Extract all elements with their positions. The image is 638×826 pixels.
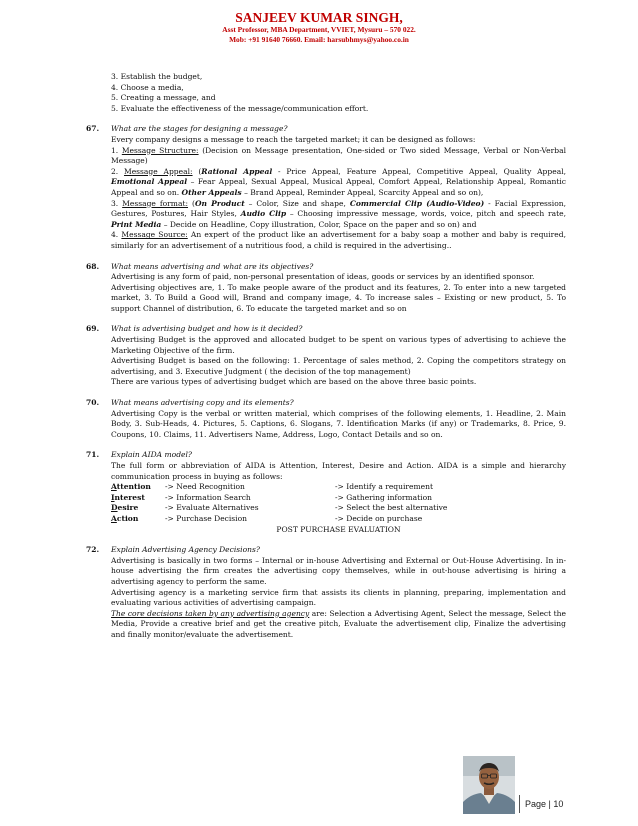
- author-name: SANJEEV KUMAR SINGH,: [235, 10, 403, 25]
- question-number: 72.: [86, 545, 100, 555]
- aida-step: -> Purchase Decision: [165, 513, 247, 523]
- answer-paragraph: Advertising Budget is based on the following: 1. Percentage of sales method, 2. Coping the competitors strategy on advertising, and 3. Executive Judgment ( the decision of the top management): [111, 356, 566, 376]
- page-header: [0, 10, 638, 45]
- question-67: [86, 124, 566, 251]
- aida-step: -> Need Recognition: [165, 482, 245, 492]
- aida-action: -> Decide on purchase: [335, 513, 423, 523]
- step-item: 5. Creating a message, and: [111, 93, 216, 103]
- question-number: 69.: [86, 324, 100, 334]
- question-number: 71.: [86, 450, 100, 460]
- step-item: 5. Evaluate the effectiveness of the message/communication effort.: [111, 103, 369, 113]
- question-text: What are the stages for designing a message?: [111, 124, 288, 134]
- answer: [86, 556, 566, 641]
- table-row: [111, 493, 447, 504]
- table-row: [111, 503, 447, 514]
- question-text: Explain Advertising Agency Decisions?: [111, 545, 260, 555]
- aida-stage: Action: [111, 513, 139, 523]
- author-affiliation: Asst Professor, MBA Department, VVIET, Mysuru – 570 022.: [222, 25, 416, 34]
- step-list: [111, 72, 566, 114]
- question-text: Explain AIDA model?: [111, 450, 192, 460]
- answer-item: 3. Message format: (On Product – Color, Size and shape, Commercial Clip (Audio-Video) - Facial Expression, Gestures, Postures, Hair Styles, Audio Clip – Choosing impressive message, words, voice, pitch and speech rate, Print Media – Decide on Headline, Copy illustration, Color, Space on the paper and so on) and: [111, 198, 566, 229]
- author-photo: [463, 756, 515, 814]
- question-number: 67.: [86, 124, 100, 134]
- item-label: Message Source:: [121, 230, 188, 240]
- question-number: 68.: [86, 261, 100, 271]
- question-text: What means advertising and what are its objectives?: [111, 261, 314, 271]
- aida-step: -> Evaluate Alternatives: [165, 503, 259, 513]
- aida-stage: Attention: [111, 482, 151, 492]
- aida-stage: Interest: [111, 492, 145, 502]
- answer: [86, 272, 566, 314]
- aida-stage: Desire: [111, 503, 139, 513]
- aida-action: -> Identify a requirement: [335, 482, 433, 492]
- aida-table: [111, 482, 447, 524]
- question-68: [86, 262, 566, 315]
- answer-paragraph: Advertising objectives are, 1. To make people aware of the product and its features, 2. To enter into a new targeted market, 3. To Build a Good will, Brand and company image, 4. To increase sales – Existing or new product, 5. To support Channel of distribution, 6. To educate the targeted market and so on: [111, 282, 566, 313]
- answer-paragraph: The full form or abbreviation of AIDA is Attention, Interest, Desire and Action. AIDA is a simple and hierarchy communication process in buying as follows:: [111, 461, 566, 481]
- answer-item: 2. Message Appeal: (Rational Appeal - Price Appeal, Feature Appeal, Competitive Appeal, Quality Appeal, Emotional Appeal – Fear Appeal, Sexual Appeal, Musical Appeal, Comfort Appeal, Relationship Appeal, Romantic Appeal and so on. Other Appeals – Brand Appeal, Reminder Appeal, Scarcity Appeal and so on),: [111, 166, 567, 197]
- answer-paragraph: There are various types of advertising budget which are based on the above three basic points.: [111, 377, 477, 387]
- step-item: 4. Choose a media,: [111, 82, 184, 92]
- table-row: [111, 514, 447, 525]
- answer-paragraph: Advertising is any form of paid, non-personal presentation of ideas, goods or services by an identified sponsor.: [111, 272, 535, 282]
- question-69: [86, 324, 566, 388]
- answer-paragraph: Advertising is basically in two forms – Internal or in-house Advertising and External or Out-House Advertising. In in-house advertising the firm creates the advertising copy themselves, while in out-house advertising is hiring a advertising agency to perform the same.: [111, 555, 566, 586]
- table-row: [111, 482, 447, 493]
- aida-step: -> Information Search: [165, 492, 251, 502]
- question-72: [86, 545, 566, 640]
- item-label: Message Structure:: [121, 145, 199, 155]
- item-label: Message Appeal:: [123, 166, 193, 176]
- item-label: Message format:: [122, 198, 189, 208]
- document-body: [86, 72, 566, 641]
- item-label: The core decisions taken by any advertising agency: [111, 608, 310, 618]
- answer-item: 4. Message Source: An expert of the product like an advertisement for a baby soap a mother and baby is required, similarly for an advertisement of a nutritious food, a child is required in the advertising..: [111, 230, 566, 250]
- post-purchase-label: POST PURCHASE EVALUATION: [276, 524, 401, 534]
- answer-paragraph: The core decisions taken by any advertising agency are: Selection a Advertising Agent, Select the message, Select the Media, Provide a creative brief and get the creative pitch, Evaluate the advertisement clip, Finalize the advertising and finally monitor/evaluate the advertisement.: [111, 608, 566, 639]
- answer-paragraph: Advertising agency is a marketing service firm that assists its clients in planning, preparing, implementation and evaluating various activities of advertising campaign.: [111, 587, 566, 608]
- answer: [86, 461, 566, 482]
- answer: [86, 409, 566, 441]
- aida-action: -> Gathering information: [335, 492, 432, 502]
- question-70: [86, 398, 566, 440]
- answer-paragraph: Advertising Copy is the verbal or written material, which comprises of the following elements, 1. Headline, 2. Main Body, 3. Sub-Heads, 4. Pictures, 5. Captions, 6. Slogans, 7. Identification Marks (if any) or Trademarks, 8. Price, 9. Coupons, 10. Claims, 11. Advertisers Name, Address, Logo, Contact Details and so on.: [111, 408, 566, 439]
- answer-item: 1. Message Structure: (Decision on Message presentation, One-sided or Two sided Message, Verbal or Non-Verbal Message): [111, 145, 566, 166]
- page-number: Page | 10: [519, 795, 563, 813]
- question-text: What means advertising copy and its elements?: [111, 398, 294, 408]
- aida-action: -> Select the best alternative: [335, 503, 448, 513]
- question-71: [86, 450, 566, 535]
- author-contact: Mob: +91 91640 76660. Email: harsubhmys@yahoo.co.in: [229, 35, 409, 44]
- answer: [86, 335, 566, 388]
- answer-intro: Every company designs a message to reach the targeted market; it can be designed as follows:: [111, 134, 476, 144]
- question-number: 70.: [86, 398, 100, 408]
- answer-paragraph: Advertising Budget is the approved and allocated budget to be spent on various types of advertising to achieve the Marketing Objective of the firm.: [111, 335, 566, 355]
- question-text: What is advertising budget and how is it decided?: [111, 324, 303, 334]
- answer: [86, 135, 566, 252]
- step-item: 3. Establish the budget,: [111, 72, 203, 81]
